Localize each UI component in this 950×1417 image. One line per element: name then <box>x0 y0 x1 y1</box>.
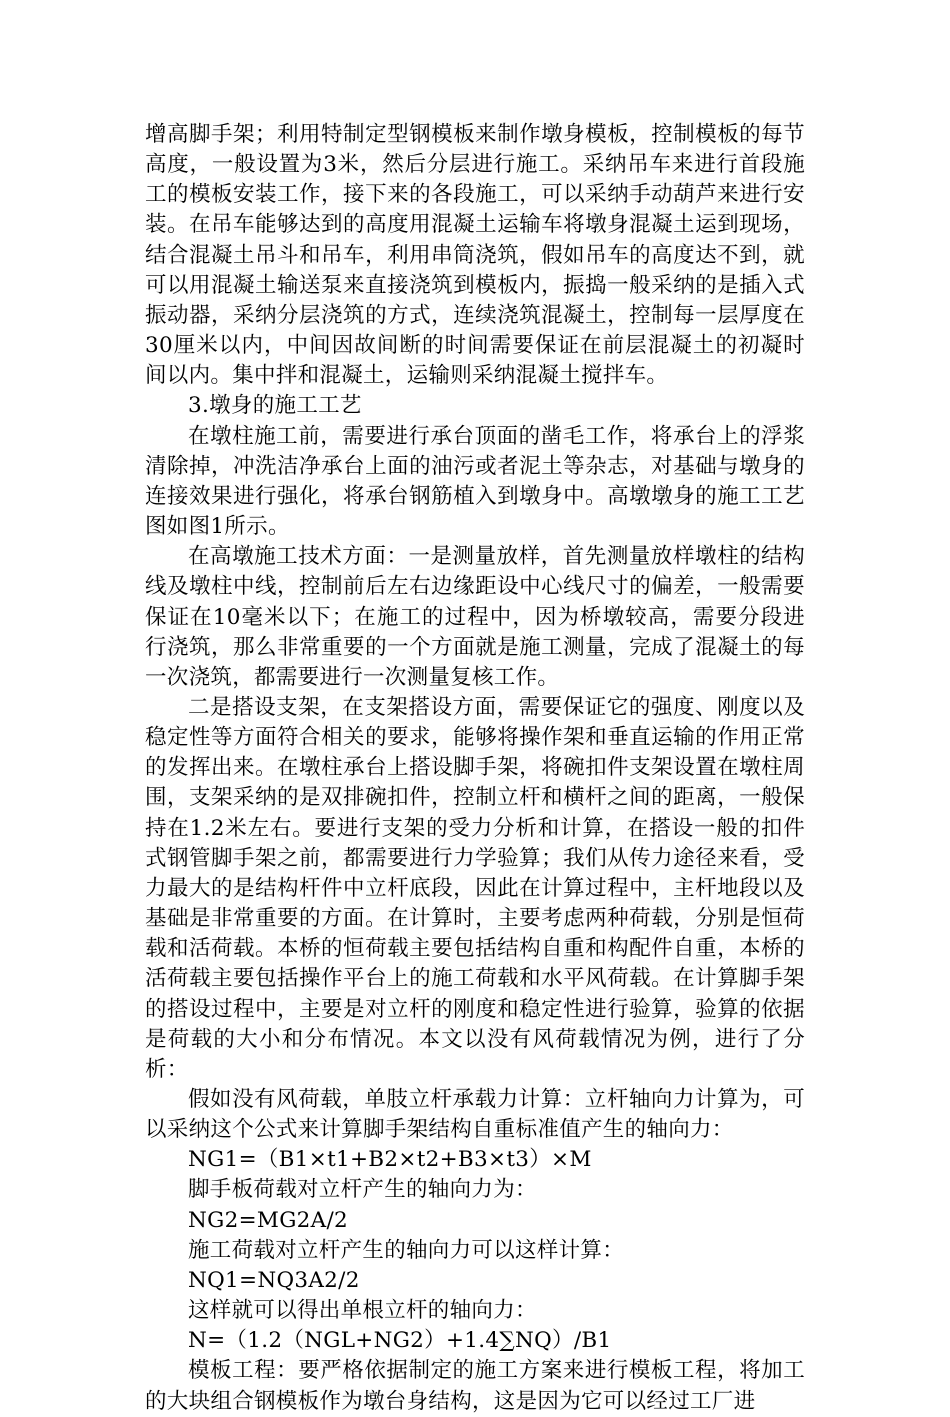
paragraph-single-pole-axial-force: 这样就可以得出单根立杆的轴向力： <box>188 1298 537 1324</box>
paragraph-scaffold-board-load: 脚手板荷载对立杆产生的轴向力为： <box>188 1177 537 1203</box>
formula-ng2: NG2=MG2A/2 <box>188 1207 348 1233</box>
document-page <box>145 120 805 1417</box>
paragraph-construction-load: 施工荷载对立杆产生的轴向力可以这样计算： <box>188 1237 625 1263</box>
paragraph-formwork-engineering: 模板工程：要严格依据制定的施工方案来进行模板工程，将加工的大块组合钢模板作为墩台身结构，这是因为它可以经过工厂进 <box>145 1358 805 1414</box>
paragraph-pier-formwork-construction: 增高脚手架；利用特制定型钢模板来制作墩身模板，控制模板的每节高度，一般设置为3米，然后分层进行施工。采纳吊车来进行首段施工的模板安装工作，接下来的各段施工，可以采纳手动葫芦来进行安装。在吊车能够达到的高度用混凝土运输车将墩身混凝土运到现场，结合混凝土吊斗和吊车，利用串筒浇筑，假如吊车的高度达不到，就可以用混凝土输送泵来直接浇筑到模板内，振捣一般采纳的是插入式振动器，采纳分层浇筑的方式，连续浇筑混凝土，控制每一层厚度在30厘米以内，中间因故间断的时间需要保证在前层混凝土的初凝时间以内。集中拌和混凝土，运输则采纳混凝土搅拌车。 <box>145 122 805 389</box>
paragraph-no-wind-load-calculation: 假如没有风荷载，单肢立杆承载力计算：立杆轴向力计算为，可以采纳这个公式来计算脚手架结构自重标准值产生的轴向力： <box>145 1087 805 1143</box>
formula-ng1: NG1=（B1×t1+B2×t2+B3×t3）×M <box>188 1147 592 1173</box>
formula-nq1: NQ1=NQ3A2/2 <box>188 1267 360 1293</box>
section-heading-pier-construction-process: 3.墩身的施工工艺 <box>188 393 362 419</box>
paragraph-scaffold-erection: 二是搭设支架，在支架搭设方面，需要保证它的强度、刚度以及稳定性等方面符合相关的要求，能够将操作架和垂直运输的作用正常的发挥出来。在墩柱承台上搭设脚手架，将碗扣件支架设置在墩柱周围，支架采纳的是双排碗扣件，控制立杆和横杆之间的距离，一般保持在1.2米左右。要进行支架的受力分析和计算，在搭设一般的扣件式钢管脚手架之前，都需要进行力学验算；我们从传力途径来看，受力最大的是结构杆件中立杆底段，因此在计算过程中，主杆地段以及基础是非常重要的方面。在计算时，主要考虑两种荷载，分别是恒荷载和活荷载。本桥的恒荷载主要包括结构自重和构配件自重，本桥的活荷载主要包括操作平台上的施工荷载和水平风荷载。在计算脚手架的搭设过程中，主要是对立杆的刚度和稳定性进行验算，验算的依据是荷载的大小和分布情况。本文以没有风荷载情况为例，进行了分析： <box>145 694 805 1082</box>
paragraph-pre-construction-chiseling: 在墩柱施工前，需要进行承台顶面的凿毛工作，将承台上的浮浆清除掉，冲洗洁净承台上面的油污或者泥土等杂志，对基础与墩身的连接效果进行强化，将承台钢筋植入到墩身中。高墩墩身的施工工艺图如图1所示。 <box>145 423 805 540</box>
formula-n: N=（1.2（NGL+NG2）+1.4∑NQ）/B1 <box>188 1328 612 1354</box>
paragraph-survey-layout: 在高墩施工技术方面：一是测量放样，首先测量放样墩柱的结构线及墩柱中线，控制前后左右边缘距设中心线尺寸的偏差，一般需要保证在10毫米以下；在施工的过程中，因为桥墩较高，需要分段进行浇筑，那么非常重要的一个方面就是施工测量，完成了混凝土的每一次浇筑，都需要进行一次测量复核工作。 <box>145 544 805 690</box>
